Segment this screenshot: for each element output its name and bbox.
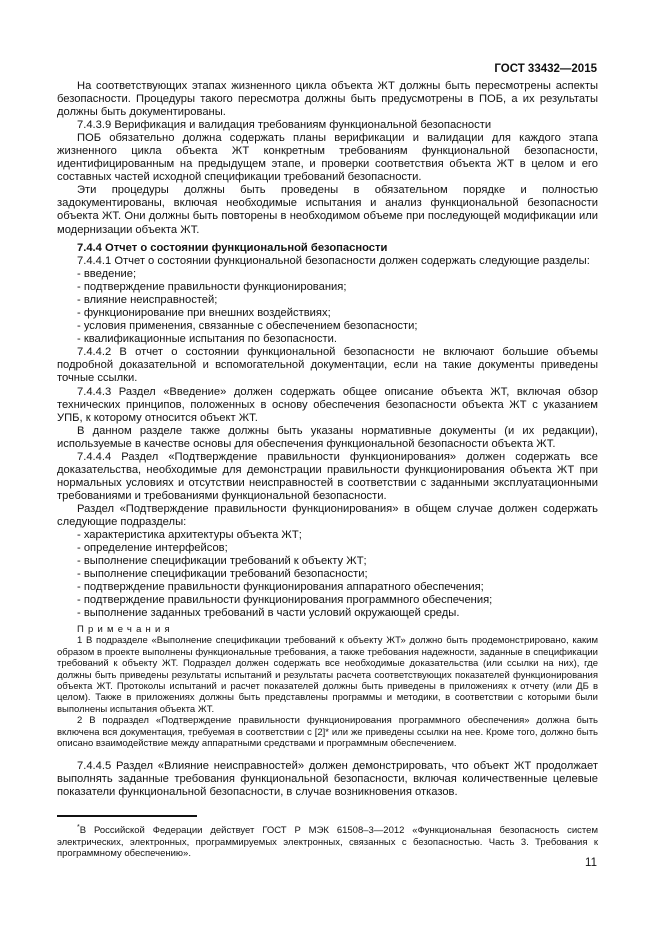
paragraph: 7.4.4.4 Раздел «Подтверждение правильности функционирования» должен содержать все доказательства, необходимые для демонстрации правильности функционирования объекта ЖТ при нормальных условиях и отсутствии неисправностей в соответствии с заданными эксплуатационными требованиями и требованиями функциональной безопасности.: [57, 450, 598, 502]
list-item: - влияние неисправностей;: [77, 294, 218, 307]
list-item: - выполнение заданных требований в части условий окружающей среды.: [77, 607, 460, 620]
list-item: - выполнение спецификации требований к объекту ЖТ;: [77, 555, 367, 568]
list-item: - подтверждение правильности функционирования;: [77, 281, 347, 294]
paragraph: На соответствующих этапах жизненного цикла объекта ЖТ должны быть пересмотрены аспекты безопасности. Процедуры такого пересмотра должны быть предусмотрены в ПОБ, а их результаты должны быть документированы.: [57, 80, 598, 119]
section-744: [57, 240, 598, 620]
list-item: - введение;: [77, 268, 137, 281]
footnote-marker: *: [77, 824, 80, 831]
list-item: - условия применения, связанные с обеспечением безопасности;: [77, 320, 418, 333]
note-item: 2 В подраздел «Подтверждение правильности функционирования программного обеспечения» должна быть включена вся документация, требуемая в соответствии с [2]* или же приведены ссылки на нее. Кроме того, должно быть описано взаимодействие между аппаратными средствами и программным обеспечением.: [57, 715, 598, 750]
section-7445: [57, 760, 598, 799]
paragraph: 7.4.4.3 Раздел «Введение» должен содержать общее описание объекта ЖТ, включая обзор технических принципов, положенных в основу обеспечения безопасности объекта ЖТ с указанием УПБ, к которому относится объект ЖТ.: [57, 385, 598, 424]
notes: [57, 624, 598, 749]
list-item: - подтверждение правильности функционирования программного обеспечения;: [77, 594, 493, 607]
clause-title: 7.4.3.9 Верификация и валидация требованиям функциональной безопасности: [77, 119, 492, 132]
paragraph: ПОБ обязательно должна содержать планы верификации и валидации для каждого этапа жизненного цикла объекта ЖТ конкретным требованиям функциональной безопасности, идентифицированным на предыдущем этапе, и проверки соответствия объекта ЖТ в целом и его составных частей исходной спецификации требований безопасности.: [57, 132, 598, 184]
list-item: - квалификационные испытания по безопасности.: [77, 333, 337, 346]
paragraph: Эти процедуры должны быть проведены в обязательном порядке и полностью задокументированы, включая необходимые испытания и анализ функциональной безопасности объекта ЖТ. Они должны быть повторены в необходимом объеме при последующей модификации или модернизации объекта ЖТ.: [57, 184, 598, 236]
paragraph: В данном разделе также должны быть указаны нормативные документы (и их редакции), используемые в качестве основы для обеспечения функциональной безопасности объекта ЖТ.: [57, 424, 598, 450]
footnote-text: В Российской Федерации действует ГОСТ Р МЭК 61508–3—2012 «Функциональная безопасность систем электрических, электронных, программируемых электронных, связанных с безопасностью. Часть 3. Требования к программному обеспечению».: [57, 825, 598, 860]
list-item: - выполнение спецификации требований безопасности;: [77, 568, 368, 581]
list-item: - подтверждение правильности функционирования аппаратного обеспечения;: [77, 581, 484, 594]
footnote-separator: [57, 815, 197, 817]
section-heading: 7.4.4 Отчет о состоянии функциональной безопасности: [77, 242, 388, 254]
list-item: - определение интерфейсов;: [77, 542, 228, 555]
page-number: 11: [585, 857, 597, 869]
paragraph: 7.4.4.2 В отчет о состоянии функциональной безопасности не включают большие объемы подробной доказательной и вспомогательной документации, если на такие документы приведены точные ссылки.: [57, 346, 598, 385]
footnote: [57, 822, 598, 860]
paragraph: 7.4.4.5 Раздел «Влияние неисправностей» должен демонстрировать, что объект ЖТ продолжает выполнять заданные требования функциональной безопасности, включая количественные целевые показатели функциональной безопасности, в случае возникновения отказов.: [57, 760, 598, 799]
paragraph: 7.4.4.1 Отчет о состоянии функциональной безопасности должен содержать следующие разделы:: [77, 255, 590, 268]
paragraph: Раздел «Подтверждение правильности функционирования» в общем случае должен содержать следующие подразделы:: [57, 502, 598, 528]
list-item: - функционирование при внешних воздействиях;: [77, 307, 331, 320]
section-7439: [57, 80, 598, 237]
document-number-header: ГОСТ 33432—2015: [494, 63, 597, 75]
notes-title: Примечания: [77, 624, 174, 635]
note-item: 1 В подразделе «Выполнение спецификации требований к объекту ЖТ» должно быть продемонстрировано, каким образом в проекте выполнены функциональные требования, а также требования надежности, заданные в спецификации требований к объекту ЖТ. Подраздел должен содержать все необходимые доказательства (или ссылки на них), где должны быть приведены результаты испытаний и результаты расчета соответствующих показателей функционирования объекта ЖТ. Протоколы испытаний и расчет показателей должны быть приведены в приложениях к отчету (или ДБ в целом). Также в приложениях должны быть представлены программы и методики, в соответствии с которыми были выполнены испытания объекта ЖТ.: [57, 635, 598, 715]
list-item: - характеристика архитектуры объекта ЖТ;: [77, 529, 302, 542]
